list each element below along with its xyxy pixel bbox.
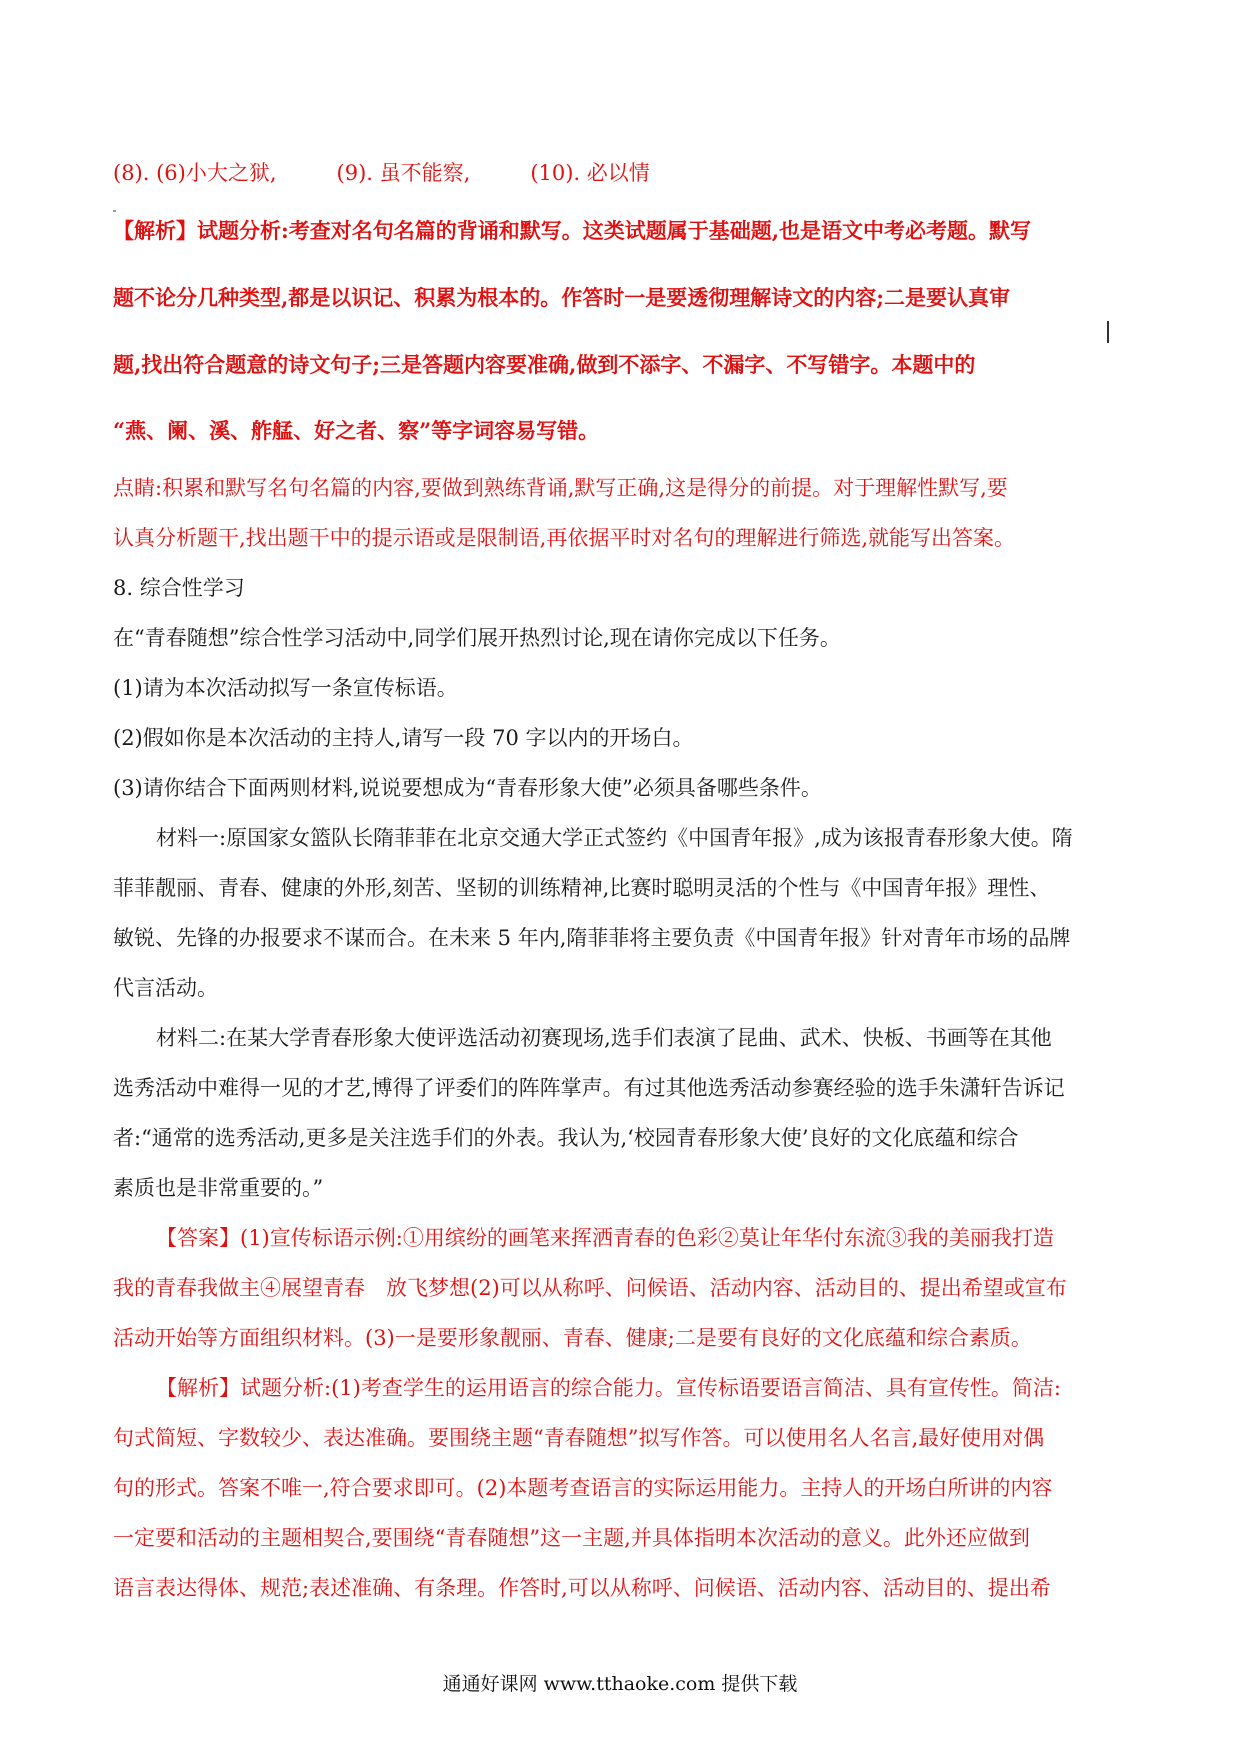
answer-8: (8). (6)小大之狱,: [113, 161, 277, 185]
material-2-line-1: 材料二:在某大学青春形象大使评选活动初赛现场,选手们表演了昆曲、武术、快板、书画等在其他: [156, 1026, 1052, 1050]
scan-mark: [113, 210, 116, 212]
material-1-line-1: 材料一:原国家女篮队长隋菲菲在北京交通大学正式签约《中国青年报》,成为该报青春形象大使。隋: [156, 826, 1073, 850]
analysis-8-line-3: 句的形式。答案不唯一,符合要求即可。(2)本题考查语言的实际运用能力。主持人的开场白所讲的内容: [113, 1476, 1053, 1500]
analysis-1-line-1: 【解析】试题分析:考查对名句名篇的背诵和默写。这类试题属于基础题,也是语文中考必考题。默写: [113, 218, 1032, 243]
material-2-line-2: 选秀活动中难得一见的才艺,博得了评委们的阵阵掌声。有过其他选秀活动参赛经验的选手朱潇轩告诉记: [113, 1076, 1065, 1100]
analysis-8-line-1: [156, 1373, 1061, 1403]
analysis-1-line-3: 题,找出符合题意的诗文句子;三是答题内容要准确,做到不添字、不漏字、不写错字。本题中的: [113, 352, 976, 377]
answer-10: (10). 必以情: [530, 161, 650, 185]
material-2-line-3: 者:“通常的选秀活动,更多是关注选手们的外表。我认为,‘校园青春形象大使’良好的文化底蕴和综合: [113, 1126, 1019, 1150]
answer-8-line-3: 活动开始等方面组织材料。(3)一是要形象靓丽、青春、健康;二是要有良好的文化底蕴和综合素质。: [113, 1326, 1032, 1350]
page-footer: 通通好课网 www.tthaoke.com 提供下载: [442, 1673, 798, 1695]
answer-8-line-1: [156, 1223, 1054, 1253]
analysis-tag: 【解析】: [156, 1376, 240, 1400]
answers-line: [113, 158, 650, 188]
analysis-8-text-1: 试题分析:(1)考查学生的运用语言的综合能力。宣传标语要语言简洁、具有宣传性。简洁:: [240, 1376, 1061, 1400]
question-8-task-2: (2)假如你是本次活动的主持人,请写一段 70 字以内的开场白。: [113, 726, 694, 750]
analysis-8-line-5: 语言表达得体、规范;表述准确、有条理。作答时,可以从称呼、问候语、活动内容、活动目的、提出希: [113, 1576, 1051, 1600]
material-1-line-4: 代言活动。: [113, 976, 218, 1000]
question-8-title: 8. 综合性学习: [113, 576, 245, 600]
question-8-intro: 在“青春随想”综合性学习活动中,同学们展开热烈讨论,现在请你完成以下任务。: [113, 626, 841, 650]
analysis-1-line-2: 题不论分几种类型,都是以识记、积累为根本的。作答时一是要透彻理解诗文的内容;二是要认真审: [113, 285, 1011, 310]
comment-line-1: 点睛:积累和默写名句名篇的内容,要做到熟练背诵,默写正确,这是得分的前提。对于理解性默写,要: [113, 476, 1008, 500]
text-cursor-mark: [1107, 321, 1109, 343]
comment-line-2: 认真分析题干,找出题干中的提示语或是限制语,再依据平时对名句的理解进行筛选,就能写出答案。: [113, 526, 1016, 550]
answer-tag: 【答案】: [156, 1226, 240, 1250]
question-8-task-3: (3)请你结合下面两则材料,说说要想成为“青春形象大使”必须具备哪些条件。: [113, 776, 822, 800]
question-8-task-1: (1)请为本次活动拟写一条宣传标语。: [113, 676, 458, 700]
analysis-1-line-4: “燕、阑、溪、舴艋、好之者、察”等字词容易写错。: [113, 418, 600, 443]
answer-8-line-2: 我的青春我做主④展望青春 放飞梦想(2)可以从称呼、问候语、活动内容、活动目的、提出希望或宣布: [113, 1276, 1067, 1300]
analysis-8-line-2: 句式简短、字数较少、表达准确。要围绕主题“青春随想”拟写作答。可以使用名人名言,最好使用对偶: [113, 1426, 1045, 1450]
answer-8-text-1: (1)宣传标语示例:①用缤纷的画笔来挥洒青春的色彩②莫让年华付东流③我的美丽我打造: [240, 1226, 1054, 1250]
analysis-8-line-4: 一定要和活动的主题相契合,要围绕“青春随想”这一主题,并具体指明本次活动的意义。此外还应做到: [113, 1526, 1030, 1550]
answer-9: (9). 虽不能察,: [336, 161, 471, 185]
material-2-line-4: 素质也是非常重要的。”: [113, 1176, 324, 1200]
material-1-line-3: 敏锐、先锋的办报要求不谋而合。在未来 5 年内,隋菲菲将主要负责《中国青年报》针对青年市场的品牌: [113, 926, 1071, 950]
material-1-line-2: 菲菲靓丽、青春、健康的外形,刻苦、坚韧的训练精神,比赛时聪明灵活的个性与《中国青年报》理性、: [113, 876, 1051, 900]
